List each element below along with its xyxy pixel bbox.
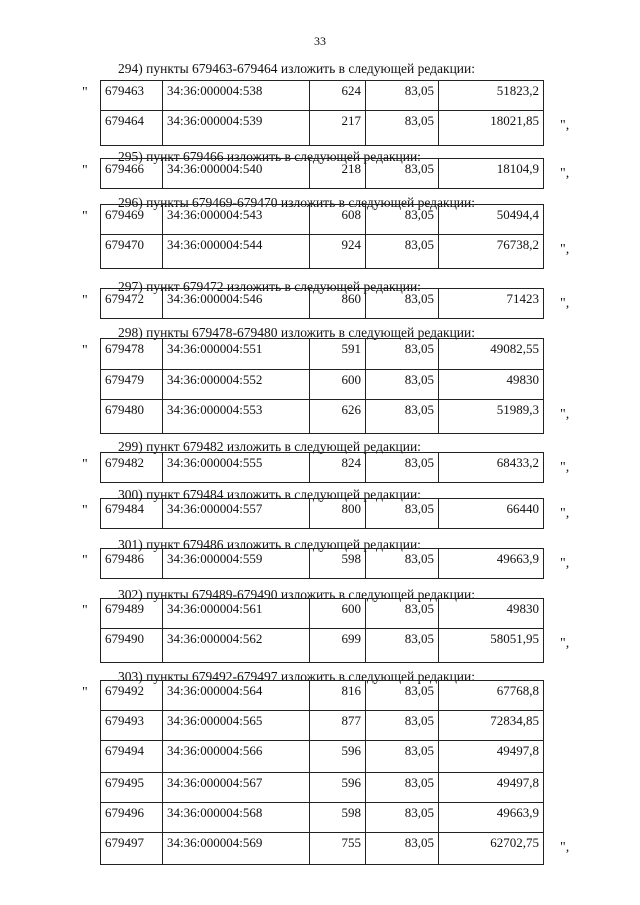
value-cell: 71423 [439,289,544,319]
value-cell: 72834,85 [439,711,544,741]
table-row [101,453,544,483]
section-heading: 303) пункты 679492-679497 изложить в следующей редакции: [118,669,475,684]
cadastral-number: 34:36:000004:546 [163,289,310,319]
page-number: 33 [314,34,326,48]
cadastral-number: 34:36:000004:543 [163,205,310,235]
value-cell: 49497,8 [439,773,544,803]
close-quote: ", [560,296,570,311]
table-row [101,499,544,529]
row-number: 679466 [101,159,163,189]
section-heading: 301) пункт 679486 изложить в следующей редакции: [118,537,421,552]
amendment-table [100,680,544,865]
table-row [101,81,544,111]
amendment-table [100,452,544,483]
value-cell: 67768,8 [439,681,544,711]
close-quote: ", [560,407,570,422]
area-cell: 699 [310,629,366,663]
value-cell: 49663,9 [439,549,544,579]
cadastral-number: 34:36:000004:557 [163,499,310,529]
table-row [101,629,544,663]
price-cell: 83,05 [366,289,439,319]
row-number: 679494 [101,741,163,773]
close-quote: ", [560,840,570,855]
price-cell: 83,05 [366,235,439,269]
row-number: 679486 [101,549,163,579]
amendment-table [100,288,544,319]
area-cell: 800 [310,499,366,529]
value-cell: 18104,9 [439,159,544,189]
row-number: 679463 [101,81,163,111]
row-number: 679496 [101,803,163,833]
value-cell: 49830 [439,370,544,400]
area-cell: 877 [310,711,366,741]
table-row [101,205,544,235]
cadastral-number: 34:36:000004:555 [163,453,310,483]
cadastral-number: 34:36:000004:538 [163,81,310,111]
section-heading: 298) пункты 679478-679480 изложить в следующей редакции: [118,325,475,340]
cadastral-number: 34:36:000004:559 [163,549,310,579]
section-heading: 296) пункты 679469-679470 изложить в следующей редакции: [118,195,475,210]
value-cell: 49082,55 [439,339,544,370]
amendment-table [100,598,544,663]
cadastral-number: 34:36:000004:562 [163,629,310,663]
table-row [101,803,544,833]
price-cell: 83,05 [366,711,439,741]
row-number: 679495 [101,773,163,803]
table-row [101,339,544,370]
open-quote: " [82,457,88,472]
price-cell: 83,05 [366,400,439,434]
cadastral-number: 34:36:000004:539 [163,111,310,146]
cadastral-number: 34:36:000004:551 [163,339,310,370]
value-cell: 66440 [439,499,544,529]
close-quote: ", [560,636,570,651]
section-heading: 299) пункт 679482 изложить в следующей редакции: [118,439,421,454]
cadastral-number: 34:36:000004:565 [163,711,310,741]
table-row [101,111,544,146]
open-quote: " [82,603,88,618]
value-cell: 51823,2 [439,81,544,111]
cadastral-number: 34:36:000004:544 [163,235,310,269]
open-quote: " [82,503,88,518]
row-number: 679497 [101,833,163,865]
open-quote: " [82,343,88,358]
area-cell: 218 [310,159,366,189]
section-heading: 297) пункт 679472 изложить в следующей редакции: [118,279,421,294]
value-cell: 51989,3 [439,400,544,434]
amendment-table [100,80,544,146]
price-cell: 83,05 [366,111,439,146]
close-quote: ", [560,242,570,257]
open-quote: " [82,685,88,700]
row-number: 679470 [101,235,163,269]
row-number: 679480 [101,400,163,434]
close-quote: ", [560,460,570,475]
row-number: 679464 [101,111,163,146]
cadastral-number: 34:36:000004:568 [163,803,310,833]
price-cell: 83,05 [366,833,439,865]
table-row [101,400,544,434]
section-heading: 294) пункты 679463-679464 изложить в следующей редакции: [118,61,475,76]
price-cell: 83,05 [366,773,439,803]
area-cell: 924 [310,235,366,269]
value-cell: 50494,4 [439,205,544,235]
amendment-table [100,158,544,189]
amendment-table [100,498,544,529]
area-cell: 860 [310,289,366,319]
table-row [101,289,544,319]
price-cell: 83,05 [366,629,439,663]
area-cell: 608 [310,205,366,235]
value-cell: 49830 [439,599,544,629]
table-row [101,370,544,400]
price-cell: 83,05 [366,453,439,483]
open-quote: " [82,85,88,100]
price-cell: 83,05 [366,159,439,189]
cadastral-number: 34:36:000004:569 [163,833,310,865]
price-cell: 83,05 [366,681,439,711]
cadastral-number: 34:36:000004:567 [163,773,310,803]
amendment-table [100,338,544,434]
close-quote: ", [560,556,570,571]
value-cell: 58051,95 [439,629,544,663]
row-number: 679478 [101,339,163,370]
row-number: 679490 [101,629,163,663]
row-number: 679492 [101,681,163,711]
price-cell: 83,05 [366,205,439,235]
cadastral-number: 34:36:000004:564 [163,681,310,711]
area-cell: 816 [310,681,366,711]
price-cell: 83,05 [366,549,439,579]
table-row [101,599,544,629]
row-number: 679469 [101,205,163,235]
row-number: 679482 [101,453,163,483]
section-heading: 300) пункт 679484 изложить в следующей редакции: [118,487,421,502]
cadastral-number: 34:36:000004:553 [163,400,310,434]
table-row [101,741,544,773]
cadastral-number: 34:36:000004:552 [163,370,310,400]
area-cell: 598 [310,549,366,579]
value-cell: 62702,75 [439,833,544,865]
table-row [101,549,544,579]
row-number: 679484 [101,499,163,529]
table-row [101,159,544,189]
area-cell: 755 [310,833,366,865]
area-cell: 591 [310,339,366,370]
area-cell: 600 [310,599,366,629]
area-cell: 600 [310,370,366,400]
area-cell: 598 [310,803,366,833]
value-cell: 18021,85 [439,111,544,146]
price-cell: 83,05 [366,370,439,400]
section-heading: 302) пункты 679489-679490 изложить в следующей редакции: [118,587,475,602]
row-number: 679489 [101,599,163,629]
cadastral-number: 34:36:000004:566 [163,741,310,773]
price-cell: 83,05 [366,339,439,370]
value-cell: 68433,2 [439,453,544,483]
price-cell: 83,05 [366,599,439,629]
table-row [101,235,544,269]
row-number: 679493 [101,711,163,741]
table-row [101,773,544,803]
value-cell: 49663,9 [439,803,544,833]
table-row [101,833,544,865]
table-row [101,711,544,741]
amendment-table [100,548,544,579]
area-cell: 624 [310,81,366,111]
close-quote: ", [560,506,570,521]
row-number: 679479 [101,370,163,400]
price-cell: 83,05 [366,499,439,529]
amendment-table [100,204,544,269]
cadastral-number: 34:36:000004:561 [163,599,310,629]
area-cell: 824 [310,453,366,483]
open-quote: " [82,293,88,308]
open-quote: " [82,209,88,224]
area-cell: 596 [310,773,366,803]
area-cell: 626 [310,400,366,434]
price-cell: 83,05 [366,741,439,773]
area-cell: 596 [310,741,366,773]
value-cell: 76738,2 [439,235,544,269]
price-cell: 83,05 [366,81,439,111]
table-row [101,681,544,711]
section-heading: 295) пункт 679466 изложить в следующей редакции: [118,149,421,164]
row-number: 679472 [101,289,163,319]
area-cell: 217 [310,111,366,146]
close-quote: ", [560,118,570,133]
open-quote: " [82,553,88,568]
open-quote: " [82,163,88,178]
value-cell: 49497,8 [439,741,544,773]
cadastral-number: 34:36:000004:540 [163,159,310,189]
close-quote: ", [560,166,570,181]
price-cell: 83,05 [366,803,439,833]
